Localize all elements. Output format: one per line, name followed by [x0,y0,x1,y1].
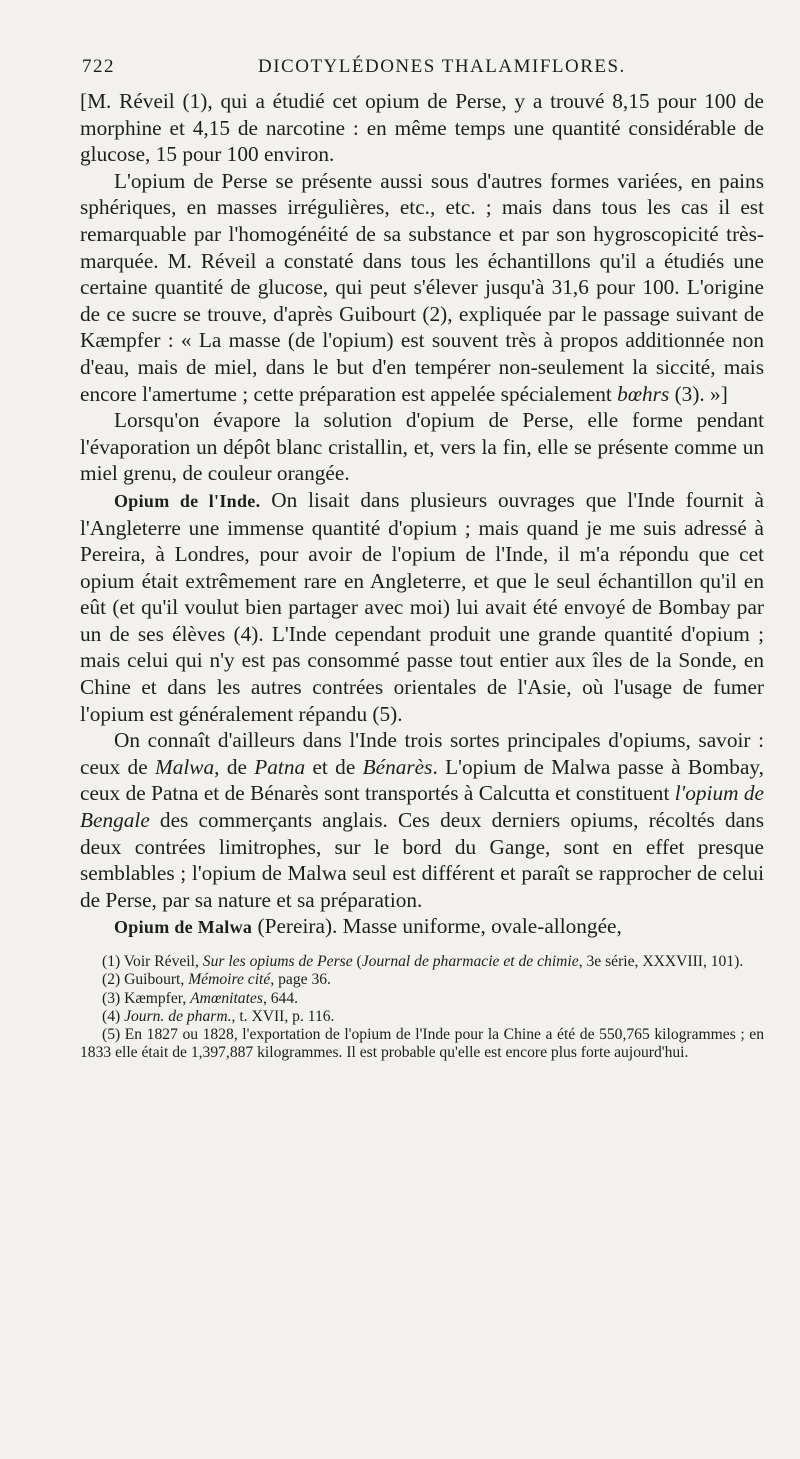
text-run: L'opium de Perse se présente aussi sous d'autres formes variées, en pains sphériques, en masses irrégulières, etc., etc. ; mais dans tous les cas il est remarquable par l'homogénéité de sa substance et par son hygroscopicité très-marquée. M. Réveil a constaté dans tous les échantillons qu'il a étudiés une certaine quantité de glucose, qui peut s'élever jusqu'à 31,6 pour 100. L'origine de ce sucre se trouve, d'après Guibourt (2), expliquée par le passage suivant de Kæmpfer : « La masse (de l'opium) est souvent très à propos additionnée non d'eau, mais de miel, dans le but d'en tempérer non-seulement la siccité, mais encore l'amertume ; cette préparation est appelée spécialement [80,168,764,406]
text-run: des commerçants anglais. Ces deux derniers opiums, récoltés dans deux contrées limitrophes, sur le bord du Gange, sont en effet presque semblables ; l'opium de Malwa seul est différent et paraît se rapprocher de celui de Perse, par sa nature et sa préparation. [80,808,764,912]
text-run: (5) En 1827 ou 1828, l'exportation de l'opium de l'Inde pour la Chine a été de 550,765 kilogrammes ; en 1833 elle était de 1,397,887 kilogrammes. Il est probable qu'elle est encore plus forte aujourd'hui. [80,1026,764,1062]
footnote [80,1008,764,1026]
paragraph [80,88,764,168]
text-run: [M. Réveil (1), qui a étudié cet opium de Perse, y a trouvé 8,15 pour 100 de morphine et 4,15 de narcotine : en même temps une quantité considérable de glucose, 15 pour 100 environ. [80,89,764,167]
footnote [80,990,764,1008]
text-run: (Pereira). Masse uniforme, ovale-allongée, [252,914,622,939]
footnote [80,971,764,989]
paragraph [80,407,764,487]
page-header [80,56,764,88]
text-run: ( [352,953,362,970]
italic-term: l'opium de Bengale [80,781,764,833]
body-text [80,88,764,941]
text-run: , t. XVII, p. 116. [231,1007,335,1025]
running-head: DICOTYLÉDONES THALAMIFLORES. [258,56,626,77]
italic-term: Mémoire cité [188,971,271,989]
italic-term: Bénarès [362,754,433,779]
italic-term: Journal de pharmacie et de chimie [361,953,579,970]
text-run: , 644. [262,989,299,1007]
section-heading: Opium de l'Inde. [114,490,261,511]
paragraph [80,727,764,913]
italic-term: Patna [254,754,306,779]
paragraph [80,913,764,941]
paragraph [80,168,764,407]
italic-term: Journ. de pharm. [124,1007,232,1025]
footnote [80,953,764,971]
italic-term: Amœnitates [190,989,263,1007]
text-run: , 3e série, XXXVIII, 101). [578,953,744,970]
text-run: (2) Guibourt, [102,971,189,989]
text-run: , de [214,754,255,779]
text-run: (1) Voir Réveil, [102,953,203,970]
italic-term: Sur les opiums de Perse [202,953,353,970]
section-heading: Opium de Malwa [114,917,253,938]
page-number: 722 [82,56,115,77]
text-run: Lorsqu'on évapore la solution d'opium de Perse, elle forme pendant l'évaporation un dépôt blanc cristallin, et, vers la fin, elle se présente comme un miel grenu, de couleur orangée. [80,408,764,486]
text-run: (3). »] [669,381,728,406]
text-run: On connaît d'ailleurs dans l'Inde trois sortes principales d'opiums, savoir : ceux de [80,728,764,779]
text-run: . L'opium de Malwa passe à Bombay, ceux de Patna et de Bénarès sont transportés à Calcutta et constituent [80,754,764,806]
text-run: (4) [102,1007,125,1025]
text-run: et de [305,754,363,779]
footnote [80,1026,764,1063]
paragraph [80,487,764,727]
italic-term: Malwa [154,754,215,779]
footnotes [80,953,764,1063]
text-run: On lisait dans plusieurs ouvrages que l'Inde fournit à l'Angleterre une immense quantité d'opium ; mais quand je me suis adressé à Pereira, à Londres, pour avoir de l'opium de l'Inde, il m'a répondu que cet opium était extrêmement rare en Angleterre, et que le seul échantillon qu'il en eût (et qu'il voulut bien partager avec moi) lui avait été envoyé de Bombay par un de ses élèves (4). L'Inde cependant produit une grande quantité d'opium ; mais celui qui n'y est pas consommé passe tout entier aux îles de la Sonde, en Chine et dans les autres contrées orientales de l'Asie, où l'usage de fumer l'opium est généralement répandu (5). [80,487,764,726]
text-run: , page 36. [270,971,331,989]
italic-term: bœhrs [617,381,670,406]
text-run: (3) Kæmpfer, [102,989,191,1007]
